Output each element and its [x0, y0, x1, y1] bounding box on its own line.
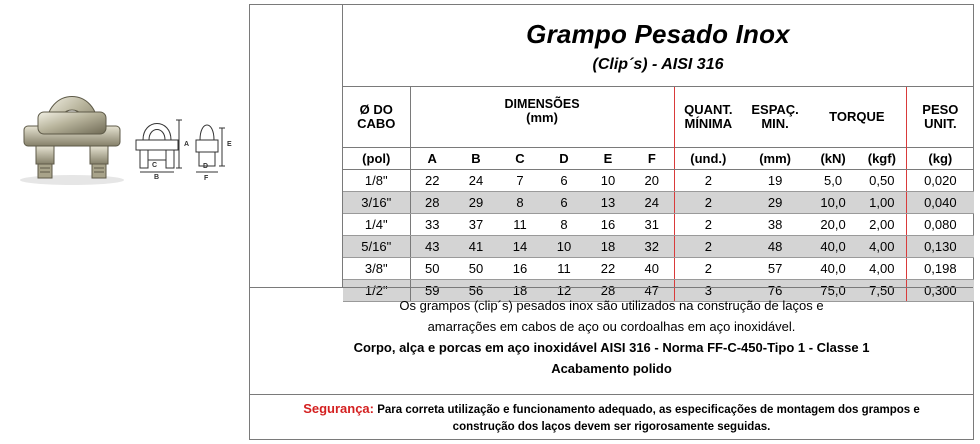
cable-size-cell: 3/16" [343, 192, 410, 214]
blank-panel [250, 5, 343, 287]
table-cell: 38 [742, 214, 808, 236]
table-cell: 16 [498, 258, 542, 280]
description-line-4: Acabamento polido [551, 361, 672, 376]
dim-label-b: B [154, 174, 160, 181]
front-view-drawing [136, 120, 182, 172]
dim-label-c: C [152, 162, 158, 169]
table-cell: 28 [410, 192, 454, 214]
table-cell: 0,198 [906, 258, 974, 280]
header-peso-line2: UNIT. [924, 116, 957, 131]
header-dimensoes [410, 87, 674, 148]
table-cell: 11 [542, 258, 586, 280]
product-title: Grampo Pesado Inox [526, 19, 790, 49]
unit-cell: A [410, 148, 454, 170]
table-cell: 50 [410, 258, 454, 280]
table-cell: 41 [454, 236, 498, 258]
dim-label-f: F [204, 175, 209, 182]
table-cell: 50 [454, 258, 498, 280]
table-cell: 8 [542, 214, 586, 236]
header-espac-line2: MIN. [761, 116, 789, 131]
safety-text-2: construção dos laços devem ser rigorosamente seguidas. [452, 421, 771, 433]
table-cell: 32 [630, 236, 674, 258]
dim-label-a: A [184, 141, 190, 148]
table-cell: 20,0 [808, 214, 858, 236]
unit-cell: (kg) [906, 148, 974, 170]
table-cell: 2 [674, 236, 742, 258]
table-cell: 33 [410, 214, 454, 236]
table-cell: 7,50 [858, 280, 906, 302]
unit-cell: (pol) [343, 148, 410, 170]
spec-sheet [249, 4, 974, 440]
description-line-3: Corpo, alça e porcas em aço inoxidável AISI 316 - Norma FF-C-450-Tipo 1 - Classe 1 [353, 340, 870, 355]
dim-label-e: E [227, 141, 232, 148]
table-row [343, 170, 974, 192]
title-block [343, 5, 973, 87]
unit-cell: (kgf) [858, 148, 906, 170]
table-cell: 18 [586, 236, 630, 258]
spec-table [343, 87, 974, 302]
unit-cell: F [630, 148, 674, 170]
header-peso-line1: PESO [922, 102, 959, 117]
table-cell: 2,00 [858, 214, 906, 236]
table-cell: 18 [498, 280, 542, 302]
table-cell: 7 [498, 170, 542, 192]
table-cell: 5,0 [808, 170, 858, 192]
header-dimensoes-line2: (mm) [526, 110, 558, 125]
unit-cell: E [586, 148, 630, 170]
table-cell: 4,00 [858, 258, 906, 280]
table-cell: 12 [542, 280, 586, 302]
header-quant [674, 87, 742, 148]
table-cell: 8 [498, 192, 542, 214]
table-row [343, 236, 974, 258]
table-cell: 11 [498, 214, 542, 236]
table-cell: 40,0 [808, 258, 858, 280]
table-cell: 2 [674, 170, 742, 192]
table-cell: 13 [586, 192, 630, 214]
header-row [343, 87, 974, 148]
cable-size-cell: 1/2" [343, 280, 410, 302]
header-cabo-line1: Ø DO [359, 102, 393, 117]
table-cell: 6 [542, 192, 586, 214]
table-cell: 29 [742, 192, 808, 214]
clip-photo [20, 97, 124, 186]
header-espac [742, 87, 808, 148]
header-quant-line2: MÍNIMA [684, 116, 733, 131]
table-cell: 59 [410, 280, 454, 302]
header-quant-line1: QUANT. [684, 102, 733, 117]
table-cell: 29 [454, 192, 498, 214]
table-cell: 28 [586, 280, 630, 302]
product-illustration [0, 0, 250, 260]
header-cabo [343, 87, 410, 148]
unit-cell: (und.) [674, 148, 742, 170]
cable-size-cell: 5/16" [343, 236, 410, 258]
table-cell: 56 [454, 280, 498, 302]
table-cell: 47 [630, 280, 674, 302]
table-cell: 75,0 [808, 280, 858, 302]
unit-cell: D [542, 148, 586, 170]
table-cell: 40,0 [808, 236, 858, 258]
table-cell: 1,00 [858, 192, 906, 214]
table-cell: 0,300 [906, 280, 974, 302]
table-cell: 48 [742, 236, 808, 258]
header-cabo-line2: CABO [357, 116, 396, 131]
header-dimensoes-line1: DIMENSÕES [504, 97, 580, 111]
table-cell: 6 [542, 170, 586, 192]
description-line-2: amarrações em cabos de aço ou cordoalhas em aço inoxidável. [427, 319, 796, 334]
cable-size-cell: 3/8" [343, 258, 410, 280]
table-cell: 0,50 [858, 170, 906, 192]
table-cell: 0,130 [906, 236, 974, 258]
table-cell: 22 [586, 258, 630, 280]
table-cell: 4,00 [858, 236, 906, 258]
table-cell: 2 [674, 192, 742, 214]
wire-rope-clip-drawing [0, 0, 250, 260]
table-cell: 40 [630, 258, 674, 280]
cable-size-cell: 1/4" [343, 214, 410, 236]
table-cell: 10 [586, 170, 630, 192]
table-cell: 20 [630, 170, 674, 192]
unit-cell: (kN) [808, 148, 858, 170]
table-cell: 19 [742, 170, 808, 192]
dim-label-d: D [203, 163, 209, 170]
table-cell: 0,080 [906, 214, 974, 236]
table-cell: 2 [674, 214, 742, 236]
unit-cell: B [454, 148, 498, 170]
product-subtitle: (Clip´s) - AISI 316 [592, 56, 724, 73]
description-line-1: Os grampos (clip´s) pesados inox são utilizados na construção de laços e [399, 298, 824, 313]
table-cell: 24 [630, 192, 674, 214]
table-cell: 14 [498, 236, 542, 258]
safety-text-1: Para correta utilização e funcionamento adequado, as especificações de montagem dos grampos e [377, 404, 920, 416]
table-body [343, 170, 974, 302]
table-cell: 76 [742, 280, 808, 302]
cable-size-cell: 1/8" [343, 170, 410, 192]
table-row [343, 214, 974, 236]
unit-cell: C [498, 148, 542, 170]
table-cell: 2 [674, 258, 742, 280]
safety-label: Segurança: [303, 401, 374, 416]
header-torque: TORQUE [829, 109, 885, 124]
header-espac-line1: ESPAÇ. [751, 102, 799, 117]
safety-line-1 [250, 400, 973, 419]
safety-notice [250, 394, 973, 440]
side-view-drawing [196, 125, 225, 172]
table-cell: 0,040 [906, 192, 974, 214]
table-cell: 22 [410, 170, 454, 192]
table-cell: 0,020 [906, 170, 974, 192]
table-cell: 10 [542, 236, 586, 258]
table-cell: 10,0 [808, 192, 858, 214]
table-cell: 37 [454, 214, 498, 236]
unit-cell: (mm) [742, 148, 808, 170]
units-row [343, 148, 974, 170]
table-cell: 3 [674, 280, 742, 302]
header-peso [906, 87, 974, 148]
table-cell: 43 [410, 236, 454, 258]
table-cell: 31 [630, 214, 674, 236]
description-block [250, 287, 973, 394]
table-row [343, 258, 974, 280]
table-cell: 24 [454, 170, 498, 192]
table-row [343, 192, 974, 214]
table-cell: 16 [586, 214, 630, 236]
table-cell: 57 [742, 258, 808, 280]
